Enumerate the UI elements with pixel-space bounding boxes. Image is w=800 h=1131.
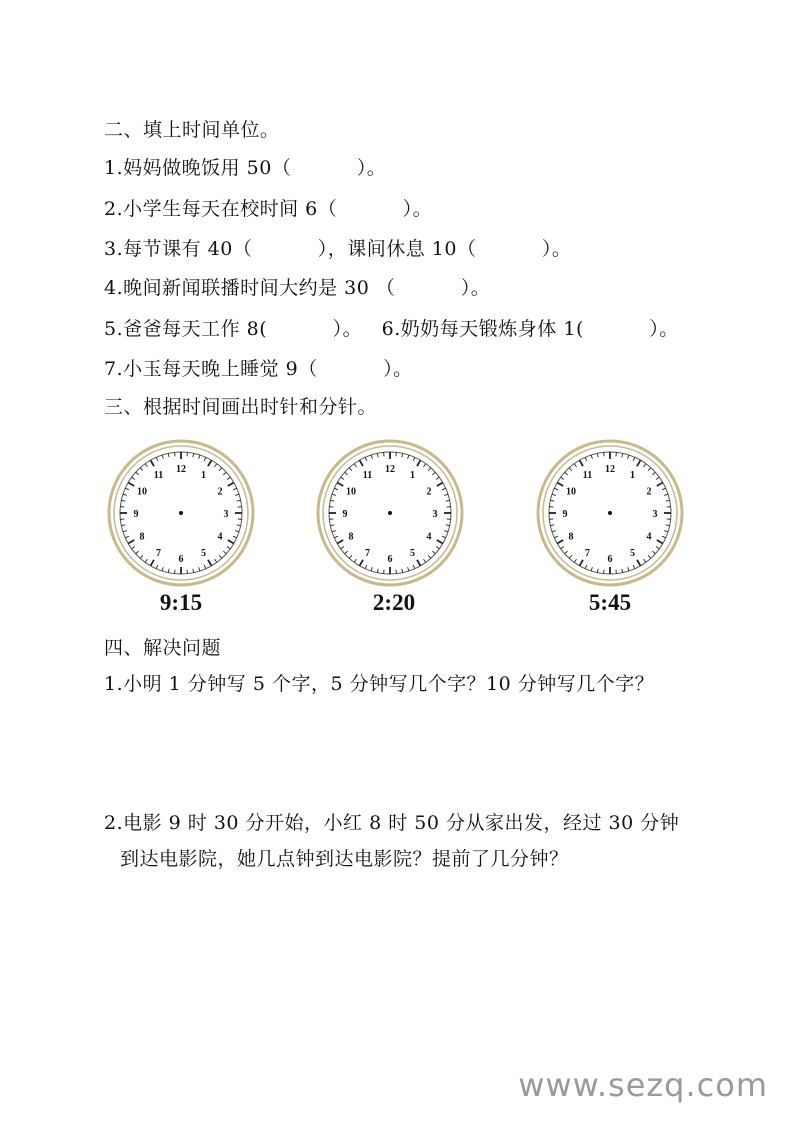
clock-tick	[151, 560, 155, 566]
clock-tick	[136, 472, 139, 475]
clock-tick	[140, 555, 143, 558]
section-4-heading: 四、解决问题	[104, 637, 222, 659]
clock-dial-number: 4	[426, 531, 432, 543]
question-1-4: 4.晚间新闻联播时间大约是 30 （ ）。	[104, 277, 491, 299]
clock-tick	[332, 494, 336, 495]
clock-tick	[442, 536, 446, 538]
clock-tick	[128, 540, 134, 544]
clock-face-3[interactable]	[530, 438, 690, 588]
clock-tick	[591, 455, 592, 459]
clock-time-label-3: 5:45	[588, 590, 632, 615]
clock-dial-number: 7	[156, 547, 161, 559]
clock-tick	[662, 536, 666, 538]
section-3-heading: 三、根据时间画出时针和分针。	[104, 396, 378, 418]
clock-dial-number: 9	[342, 509, 348, 520]
clock-tick	[550, 525, 554, 526]
clock-tick	[561, 547, 564, 549]
clock-tick	[442, 488, 446, 490]
clock-tick	[550, 500, 554, 501]
clock-tick	[622, 569, 623, 573]
clock-tick	[552, 494, 556, 495]
section-2-heading: 二、填上时间单位。	[104, 119, 280, 141]
clock-tick	[193, 569, 194, 573]
clock-tick	[215, 559, 217, 562]
clock-tick	[365, 565, 367, 569]
clock-tick	[237, 500, 241, 501]
clock-tick	[145, 464, 147, 467]
clock-dial-number: 7	[365, 547, 370, 559]
clock-tick	[597, 569, 598, 573]
clock-tick	[437, 540, 443, 544]
clock-tick	[561, 477, 564, 479]
clock-tick	[444, 531, 448, 532]
clock-tick	[168, 453, 169, 457]
clock-tick	[228, 483, 234, 487]
clock-tick	[123, 494, 127, 495]
clock-dial-number: 5	[201, 547, 206, 559]
clock-tick	[235, 494, 239, 495]
clock-tick	[128, 483, 134, 487]
clock-tick	[365, 457, 367, 461]
clock-tick	[156, 565, 158, 569]
clock-tick	[664, 531, 668, 532]
clock-tick	[554, 488, 558, 490]
clock-tick	[377, 453, 378, 457]
clock-tick	[652, 472, 655, 475]
clock-tick	[193, 453, 194, 457]
clock-tick	[123, 531, 127, 532]
clock-tick	[233, 488, 237, 490]
clock-dial-number: 10	[137, 486, 148, 498]
clock-tick	[444, 494, 448, 495]
problem-2-line-1: 2.电影 9 时 30 分开始，小红 8 时 50 分从家出发，经过 30 分钟	[104, 812, 680, 834]
clock-dial-number: 11	[582, 470, 593, 482]
clock-dial-number: 9	[133, 509, 139, 520]
clock-tick	[334, 488, 338, 490]
question-1-5-6: 5.爸爸每天工作 8( ）。 6.奶奶每天锻炼身体 1( ）。	[104, 318, 679, 340]
clock-tick	[208, 460, 212, 466]
clock-dial-number: 9	[562, 509, 568, 520]
clock-tick	[168, 569, 169, 573]
clock-dial-number: 5	[410, 547, 415, 559]
clock-tick	[432, 551, 435, 554]
clock-tick	[223, 472, 226, 475]
clock-tick	[341, 477, 344, 479]
clock-tick	[219, 555, 222, 558]
clock-tick	[657, 483, 663, 487]
clock-tick	[437, 483, 443, 487]
clock-tick	[585, 457, 587, 461]
clock-tick	[151, 460, 155, 466]
clock-dial-number: 1	[201, 470, 206, 482]
problem-1: 1.小明 1 分钟写 5 个字，5 分钟写几个字？10 分钟写几个字？	[104, 673, 655, 695]
clock-tick	[428, 468, 431, 471]
clock-tick	[666, 525, 670, 526]
clock-tick	[125, 536, 129, 538]
clock-tick	[345, 472, 348, 475]
clock-tick	[633, 565, 635, 569]
clock-dial-number: 2	[646, 486, 652, 498]
clock-tick	[424, 559, 426, 562]
clock-tick	[402, 453, 403, 457]
clock-tick	[574, 464, 576, 467]
clock-tick	[424, 464, 426, 467]
clock-tick	[569, 555, 572, 558]
clock-tick	[204, 565, 206, 569]
clock-dial-number: 3	[652, 509, 658, 520]
clock-tick	[204, 457, 206, 461]
clock-tick	[585, 565, 587, 569]
clock-tick	[235, 531, 239, 532]
clock-dial-number: 7	[585, 547, 590, 559]
clock-tick	[662, 488, 666, 490]
clock-tick	[622, 453, 623, 457]
clock-tick	[591, 567, 592, 571]
clock-tick	[565, 551, 568, 554]
clock-face-1[interactable]	[101, 438, 261, 588]
clock-tick	[557, 483, 563, 487]
clock-tick	[334, 536, 338, 538]
clock-tick	[136, 551, 139, 554]
clock-tick	[132, 477, 135, 479]
clock-tick	[377, 569, 378, 573]
clock-tick	[341, 547, 344, 549]
clock-tick	[637, 460, 641, 466]
clock-tick	[417, 560, 421, 566]
question-1-1: 1.妈妈做晚饭用 50（ ）。	[104, 157, 387, 179]
clock-tick	[580, 560, 584, 566]
clock-tick	[657, 540, 663, 544]
clock-tick	[354, 559, 356, 562]
clock-dial-number: 4	[646, 531, 652, 543]
clock-tick	[332, 531, 336, 532]
clock-tick	[656, 477, 659, 479]
clock-dial-number: 10	[566, 486, 577, 498]
clock-dial-number: 6	[387, 554, 393, 565]
clock-tick	[199, 567, 200, 571]
clock-tick	[162, 455, 163, 459]
problem-2-line-2: 到达电影院，她几点钟到达电影院？提前了几分钟？	[120, 848, 569, 870]
clock-tick	[162, 567, 163, 571]
clock-tick	[557, 540, 563, 544]
clock-dial-number: 4	[217, 531, 223, 543]
clock-tick	[208, 560, 212, 566]
clock-dial-number: 1	[410, 470, 415, 482]
clock-dial-number: 8	[348, 531, 354, 543]
clock-tick	[219, 468, 222, 471]
clock-tick	[428, 555, 431, 558]
clock-tick	[132, 547, 135, 549]
clock-dial-number: 12	[176, 464, 186, 475]
clock-time-label-1: 9:15	[159, 590, 203, 615]
clock-dial-number: 2	[426, 486, 432, 498]
clock-tick	[656, 547, 659, 549]
clock-face-2[interactable]	[310, 438, 470, 588]
clock-tick	[125, 488, 129, 490]
clock-tick	[121, 500, 125, 501]
clock-tick	[574, 559, 576, 562]
clock-tick	[199, 455, 200, 459]
clock-tick	[371, 455, 372, 459]
clock-tick	[140, 468, 143, 471]
clock-tick	[360, 460, 364, 466]
clock-tick	[349, 555, 352, 558]
clock-tick	[597, 453, 598, 457]
clock-tick	[345, 551, 348, 554]
clock-tick	[666, 500, 670, 501]
clock-tick	[233, 536, 237, 538]
clock-time-label-2: 2:20	[372, 590, 416, 615]
clock-dial-number: 10	[346, 486, 357, 498]
clock-tick	[652, 551, 655, 554]
clock-tick	[648, 555, 651, 558]
clock-tick	[408, 455, 409, 459]
clock-dial-number: 1	[630, 470, 635, 482]
clock-dial-number: 5	[630, 547, 635, 559]
clock-tick	[227, 547, 230, 549]
clock-dial-number: 2	[217, 486, 223, 498]
clock-dial-number: 6	[178, 554, 184, 565]
clock-tick	[580, 460, 584, 466]
clock-tick	[330, 500, 334, 501]
clock-tick	[432, 472, 435, 475]
clock-tick	[644, 559, 646, 562]
clock-tick	[121, 525, 125, 526]
clock-tick	[413, 457, 415, 461]
clock-tick	[337, 540, 343, 544]
clock-tick	[644, 464, 646, 467]
clock-tick	[417, 460, 421, 466]
clock-tick	[436, 477, 439, 479]
clock-dial-number: 3	[223, 509, 229, 520]
clock-dial-number: 12	[385, 464, 395, 475]
question-1-7: 7.小玉每天晚上睡觉 9（ ）。	[104, 358, 413, 380]
clock-tick	[215, 464, 217, 467]
clock-dial-number: 8	[139, 531, 145, 543]
clock-tick	[628, 455, 629, 459]
clock-tick	[228, 540, 234, 544]
clock-tick	[637, 560, 641, 566]
clock-tick	[227, 477, 230, 479]
clock-center-dot	[179, 511, 183, 515]
clock-dial-number: 6	[607, 554, 613, 565]
clock-dial-number: 11	[362, 470, 373, 482]
clock-tick	[360, 560, 364, 566]
clock-tick	[413, 565, 415, 569]
clock-tick	[446, 500, 450, 501]
clock-tick	[371, 567, 372, 571]
clock-tick	[628, 567, 629, 571]
clock-dial-number: 12	[605, 464, 615, 475]
clock-tick	[648, 468, 651, 471]
clock-tick	[330, 525, 334, 526]
clock-tick	[354, 464, 356, 467]
clock-tick	[337, 483, 343, 487]
clock-tick	[408, 567, 409, 571]
clock-tick	[156, 457, 158, 461]
clock-tick	[349, 468, 352, 471]
watermark: www.sezq.com	[518, 1066, 768, 1104]
clock-tick	[446, 525, 450, 526]
clock-tick	[237, 525, 241, 526]
clock-dial-number: 8	[568, 531, 574, 543]
question-1-3: 3.每节课有 40（ ），课间休息 10（ ）。	[104, 238, 572, 260]
clock-center-dot	[388, 511, 392, 515]
clock-tick	[436, 547, 439, 549]
clock-tick	[402, 569, 403, 573]
clock-tick	[552, 531, 556, 532]
clock-tick	[664, 494, 668, 495]
clock-tick	[569, 468, 572, 471]
question-1-2: 2.小学生每天在校时间 6（ ）。	[104, 198, 433, 220]
clock-dial-number: 3	[432, 509, 438, 520]
clock-center-dot	[608, 511, 612, 515]
clock-tick	[554, 536, 558, 538]
clock-tick	[223, 551, 226, 554]
clock-tick	[633, 457, 635, 461]
clock-tick	[145, 559, 147, 562]
clock-dial-number: 11	[153, 470, 164, 482]
clock-tick	[565, 472, 568, 475]
